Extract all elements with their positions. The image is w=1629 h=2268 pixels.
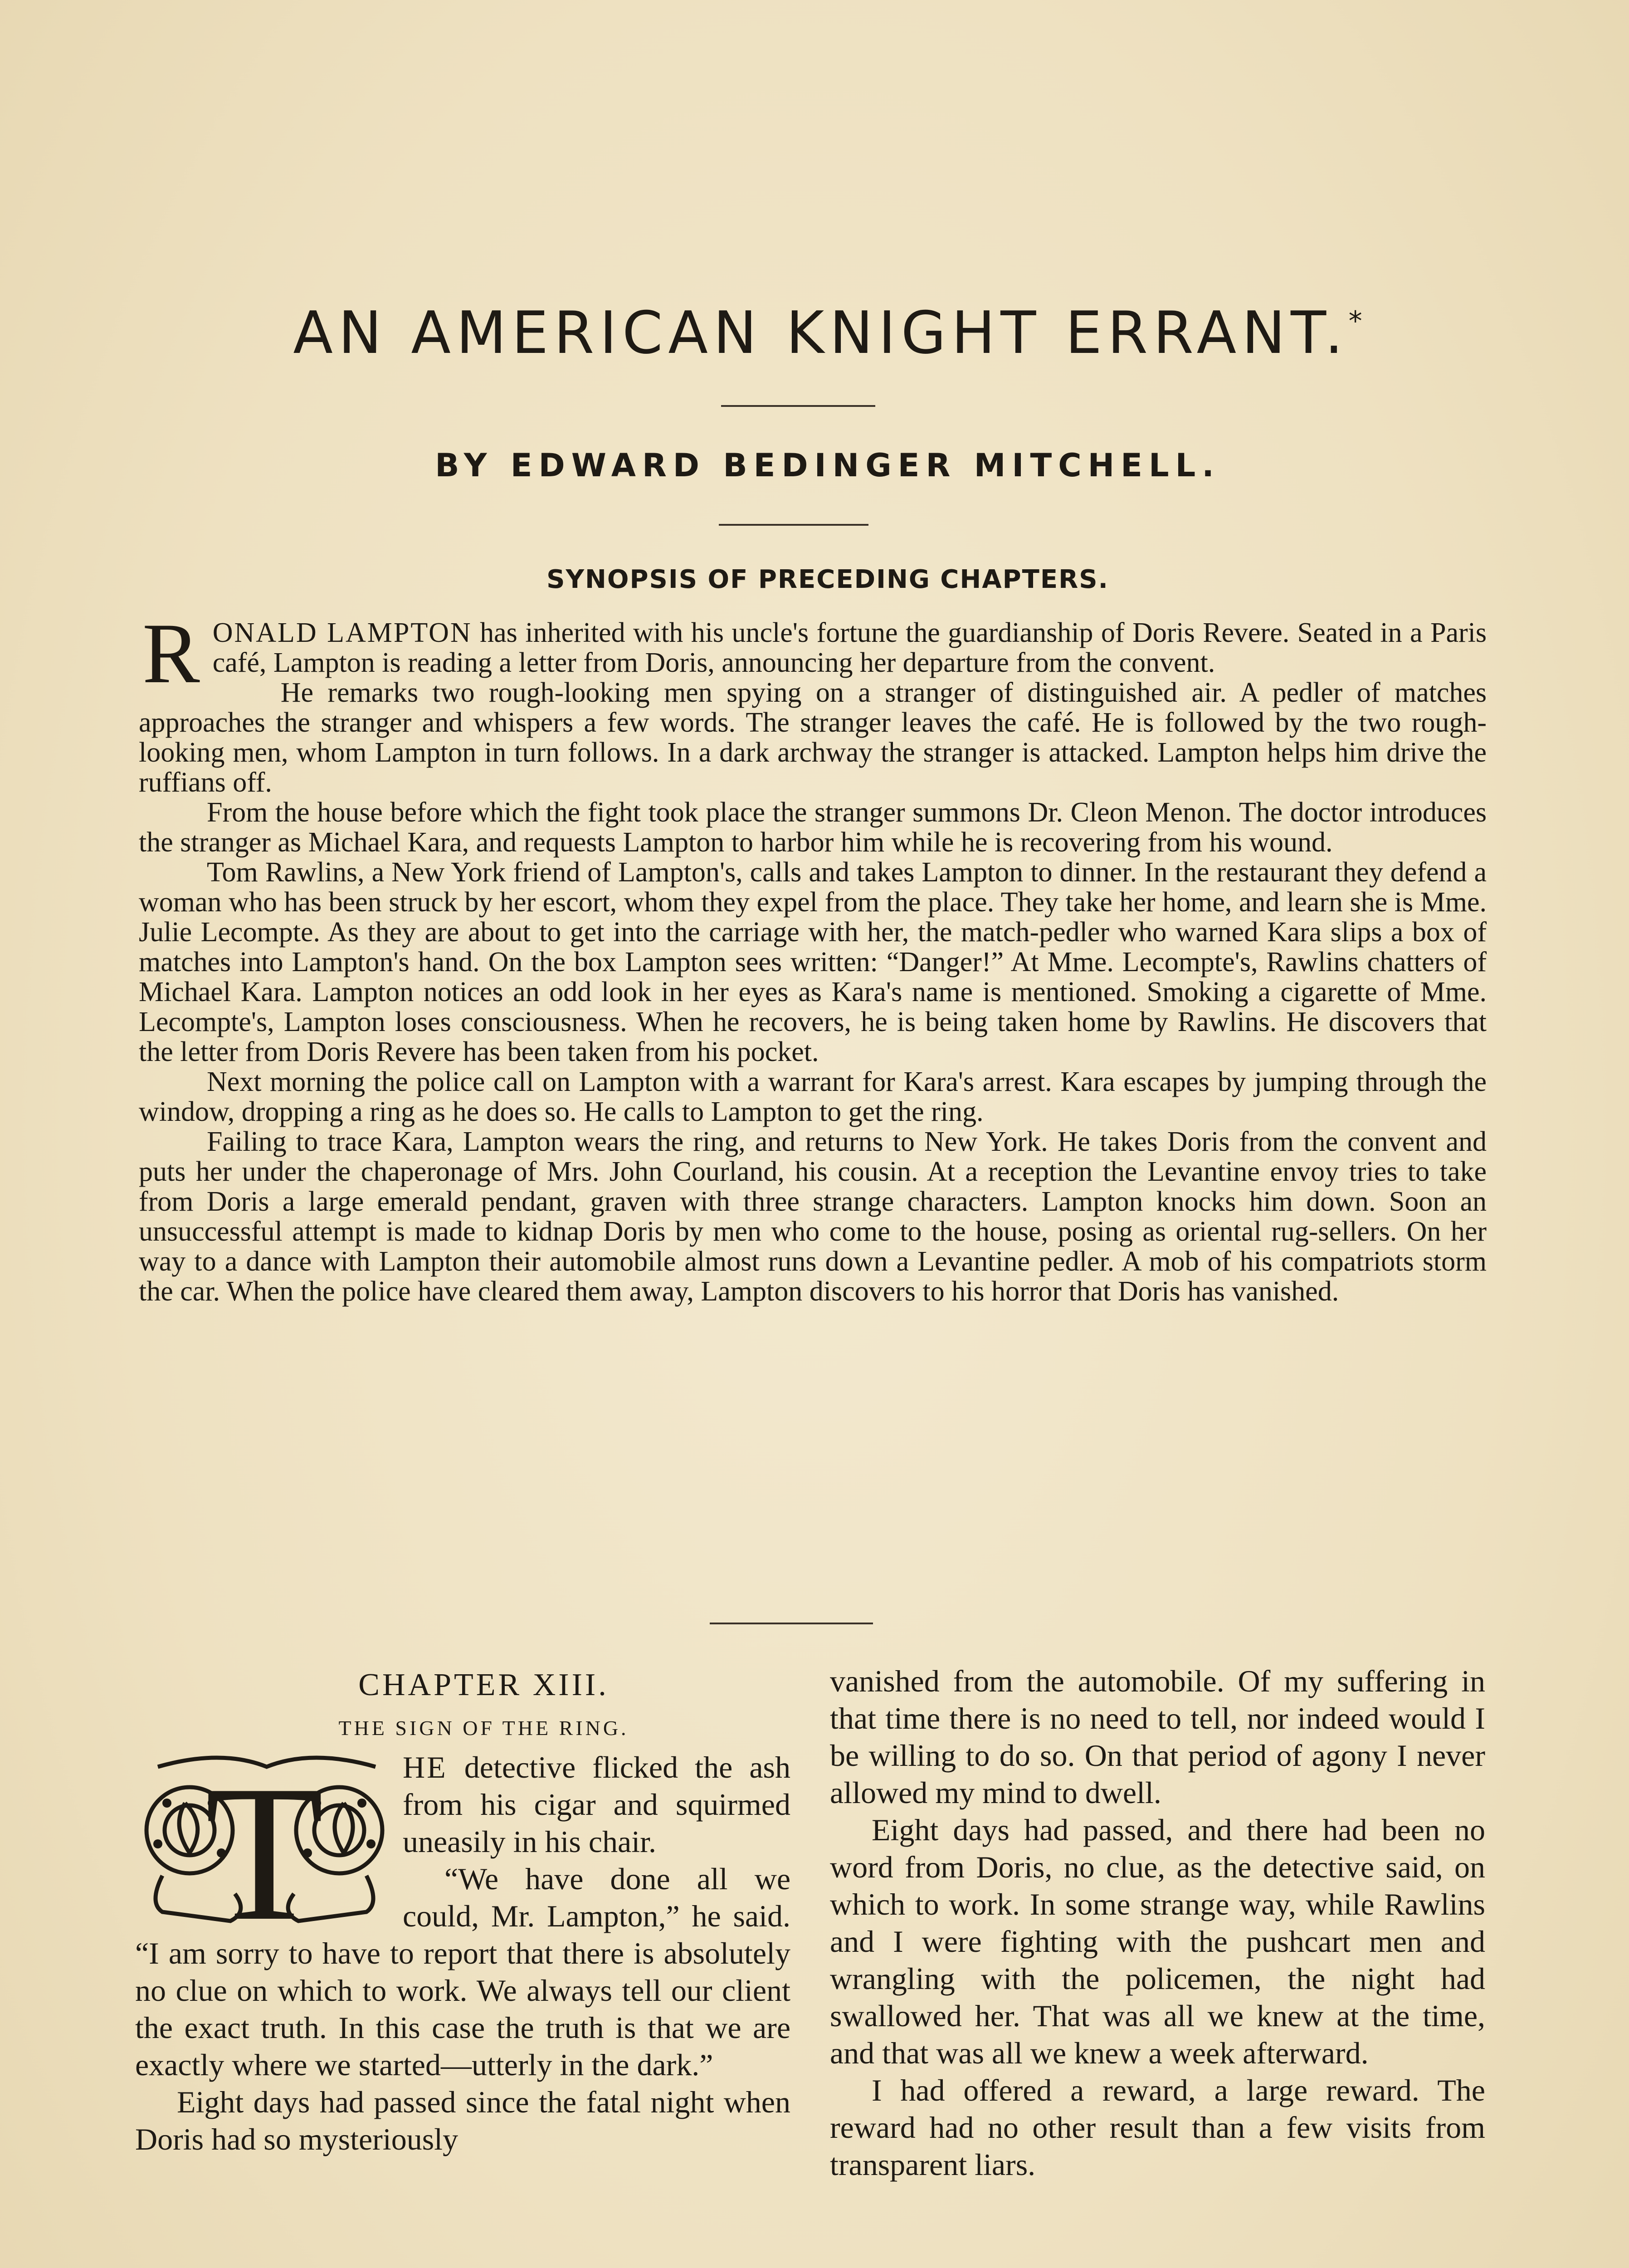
- chapter-opening-paragraph: T HE detective flicked the ash from his cigar and squirmed uneasily in his chair.: [135, 1749, 790, 1860]
- synopsis-paragraph: Next morning the police call on Lampton with a warrant for Kara's arrest. Kara escapes by jumping through the window, dropping a ring as he does so. He calls to Lampton to get the ring.: [139, 1066, 1487, 1127]
- synopsis-paragraph: From the house before which the fight took place the stranger summons Dr. Cleon Menon. The doctor introduces the stranger as Michael Kara, and requests Lampton to harbor him while he is recovering from his wound.: [139, 797, 1487, 858]
- dropcap-letter: T: [205, 1745, 324, 1935]
- synopsis-paragraph: He remarks two rough-looking men spying on a stranger of distinguished air. A pedler of matches approaches the stranger and whispers a few words. The stranger leaves the café. He is followed by the two rough-looking men, whom Lampton in turn follows. In a dark archway the stranger is attacked. Lampton helps him drive the ruffians off.: [139, 677, 1487, 798]
- body-paragraph: Eight days had passed, and there had been no word from Doris, no clue, as the detective said, on which to work. In some strange way, while Rawlins and I were fighting with the pushcart men and wrangling with the policemen, the night had swallowed her. That was all we knew at the time, and that was all we knew a week afterward.: [830, 1813, 1485, 2070]
- chapter-number: CHAPTER XIII.: [358, 1667, 609, 1702]
- section-rule: [710, 1623, 873, 1624]
- body-paragraph: I had offered a reward, a large reward. The reward had no other result than a few visits from transparent liars.: [830, 2073, 1485, 2182]
- story-title: AN AMERICAN KNIGHT ERRANT.*: [293, 299, 1362, 367]
- synopsis-paragraph: Tom Rawlins, a New York friend of Lampton's, calls and takes Lampton to dinner. In the restaurant they defend a woman who has been struck by her escort, whom they expel from the place. They take her home, and learn she is Mme. Julie Lecompte. As they are about to get into the carriage with her, the match-pedler who warned Kara slips a box of matches into Lampton's hand. On the box Lampton sees written: “Danger!” At Mme. Lecompte's, Rawlins chatters of Michael Kara. Lampton notices an odd look in her eyes as Kara's name is mentioned. Smoking a cigarette of Mme. Lecompte's, Lampton loses consciousness. When he recovers, he is being taken home by Rawlins. He discovers that the letter from Doris Revere has been taken from his pocket.: [139, 857, 1487, 1067]
- byline: BY EDWARD BEDINGER MITCHELL.: [435, 447, 1220, 484]
- synopsis-body: [139, 606, 1487, 1307]
- right-column: [830, 1662, 1485, 2183]
- left-column: [135, 1662, 790, 2158]
- synopsis-paragraph: RONALD LAMPTON has inherited with his uncle's fortune the guardianship of Doris Revere. Seated in a Paris café, Lampton is reading a letter from Doris, announcing her departure from the convent.: [142, 606, 1487, 701]
- body-paragraph-continued: vanished from the automobile. Of my suffering in that time there is no need to tell, nor indeed would I be willing to do so. On that period of agony I never allowed my mind to dwell.: [830, 1664, 1485, 1810]
- body-paragraph: Eight days had passed since the fatal night when Doris had so mysteriously: [135, 2085, 790, 2156]
- synopsis-initial: R: [142, 606, 200, 701]
- title-rule: [721, 405, 875, 407]
- byline-rule: [719, 524, 868, 526]
- body-paragraph: “We have done all we could, Mr. Lampton,” he said. “I am sorry to have to report that there is absolutely no clue on which to work. We always tell our client the exact truth. In this case the truth is that we are exactly where we started—utterly in the dark.”: [135, 1862, 790, 2082]
- footnote-marker: *: [1348, 305, 1362, 337]
- synopsis-heading: SYNOPSIS OF PRECEDING CHAPTERS.: [546, 565, 1109, 594]
- chapter-subtitle: THE SIGN OF THE RING.: [338, 1716, 629, 1740]
- opening-caps: HE: [403, 1750, 448, 1784]
- synopsis-first-word: ONALD LAMPTON: [212, 617, 472, 648]
- dropcap-ornament-icon: [131, 1740, 398, 1935]
- ornamental-dropcap: [131, 1740, 398, 1935]
- synopsis-paragraph: Failing to trace Kara, Lampton wears the ring, and returns to New York. He takes Doris from the convent and puts her under the chaperonage of Mrs. John Courland, his cousin. At a reception the Levantine envoy tries to take from Doris a large emerald pendant, graven with three strange characters. Lampton knocks him down. Soon an unsuccessful attempt is made to kidnap Doris by men who come to the house, posing as oriental rug-sellers. On her way to a dance with Lampton their automobile almost runs down a Levantine pedler. A mob of his compatriots storm the car. When the police have cleared them away, Lampton discovers to his horror that Doris has vanished.: [139, 1126, 1487, 1307]
